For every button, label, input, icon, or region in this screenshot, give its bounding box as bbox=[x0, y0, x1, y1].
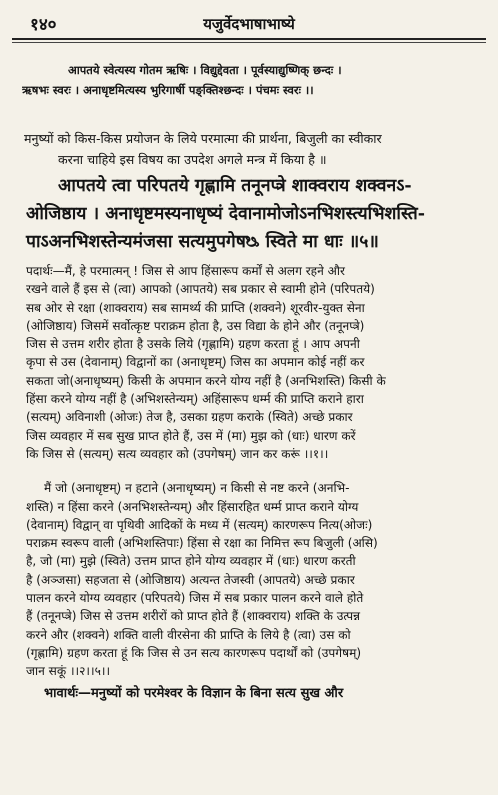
mantra-line: पाऽअनभिशस्तेन्यमंजसा सत्यमुपगेषᳬ स्विते मा धाः ॥५॥ bbox=[26, 232, 379, 252]
second-meaning-line: जान सकूं ।।२।।५।। bbox=[26, 664, 111, 679]
second-meaning-line: शस्ति) न हिंसा करने (अनभिशस्तेन्यम्) और हिंसारहित धर्म्म प्राप्त कराने योग्य bbox=[26, 499, 359, 514]
padartha-line: रखने वाले हैं इस से (त्वा) आपको (आपतये) सब प्रकार से स्वामी होने (परिपतये) bbox=[26, 282, 375, 297]
intro-line: मनुष्यों को किस-किस प्रयोजन के लिये परमात्मा की प्रार्थना, बिजुली का स्वीकार bbox=[24, 131, 382, 146]
mantra-metadata bbox=[22, 60, 484, 100]
padartha-line: जिस से उत्तम शरीर होता है उसके लिये (गृह्णामि) ग्रहण करता हूं । आप अपनी bbox=[26, 337, 360, 352]
bhavartha-line: भावार्थः—मनुष्यों को परमेश्वर के विज्ञान के बिना सत्य सुख और bbox=[44, 685, 344, 701]
padartha-line: सकता जो(अनाधृष्यम्) किसी के अपमान करने योग्य नहीं है (अनभिशस्ति) किसी के bbox=[26, 373, 386, 388]
second-meaning-section bbox=[26, 479, 486, 680]
second-meaning-line: (देवानाम्) विद्वान् वा पृथिवी आदिकों के मध्य में (सत्यम्) कारणरूप नित्य(ओजः) bbox=[26, 517, 373, 532]
second-meaning-line: पराक्रम स्वरूप वाली (अभिशस्तिपाः) हिंसा से रक्षा का निमित्त रूप बिजुली (असि) bbox=[26, 536, 378, 551]
padartha-line: हिंसा करने योग्य नहीं है (अभिशस्तेन्यम्) अहिंसारूप धर्म्म की प्राप्ति कराने हारा bbox=[26, 392, 364, 407]
intro-line: करना चाहिये इस विषय का उपदेश अगले मन्त्र में किया है ॥ bbox=[58, 152, 327, 167]
page-number: १४० bbox=[30, 15, 57, 35]
second-meaning-line: है, जो (मा) मुझे (स्विते) उत्तम प्राप्त होने योग्य व्यवहार में (धाः) धारण करती bbox=[26, 554, 356, 569]
padartha-line: कृपा से उस (देवानाम्) विद्वानों का (अनाधृष्टम्) जिस का अपमान कोई नहीं कर bbox=[26, 355, 365, 370]
mantra-line: आपतये त्वा परिपतये गृह्णामि तनूनप्त्रे शाक्वराय शक्वनऽ- bbox=[58, 176, 412, 196]
header-rule-thin bbox=[12, 42, 486, 43]
second-meaning-line: हैं (तनूनप्त्रे) जिस से उत्तम शरीरों को प्राप्त होते हैं (शाक्वराय) शक्ति के उत्पन्न bbox=[26, 609, 361, 624]
padartha-line: जिस व्यवहार में सब सुख प्राप्त होते हैं, उस में (मा) मुझ को (धाः) धारण करें bbox=[26, 428, 356, 443]
mantra-line: ओजिष्ठाय । अनाधृष्टमस्यनाधृष्यं देवानामोजोऽनभिशस्त्यभिशस्ति- bbox=[26, 204, 425, 224]
intro-paragraph bbox=[24, 128, 484, 170]
header-rule bbox=[12, 38, 486, 40]
second-meaning-line: है (अञ्जसा) सहजता से (ओजिष्ठाय) अत्यन्त तेजस्वी (आपतये) अच्छे प्रकार bbox=[26, 572, 355, 587]
metadata-line: ऋषभः स्वरः । अनाधृष्टमित्यस्य भुरिगार्षी पङ्क्तिश्छन्दः । पंचमः स्वरः ।। bbox=[22, 83, 314, 97]
padartha-line: कि जिस से (सत्यम्) सत्य व्यवहार को (उपगेषम्) जान कर करूं ।।१।। bbox=[26, 446, 329, 461]
second-meaning-line: (गृह्णामि) ग्रहण करता हूं कि जिस से उन सत्य कारणरूप पदार्थों को (उपगेषम्) bbox=[26, 645, 362, 660]
padartha-line: सब ओर से रक्षा (शाक्वराय) सब सामर्थ्य की प्राप्ति (शक्वने) शूरवीर-युक्त सेना bbox=[26, 300, 365, 315]
second-meaning-line: करने और (शक्वने) शक्ति वाली वीरसेना की प्राप्ति के लिये है (त्वा) उस को bbox=[26, 627, 351, 642]
running-title: यजुर्वेदभाषाभाष्ये bbox=[203, 15, 295, 33]
paragraph-gap bbox=[26, 463, 486, 479]
second-meaning-line: पालन करने योग्य व्यवहार (परिपतये) जिस में सब प्रकार पालन करने वाले होते bbox=[26, 591, 364, 606]
padartha-line: (ओजिष्ठाय) जिसमें सर्वोत्कृष्ट पराक्रम होता है, उस विद्या के होने और (तनूनप्त्रे) bbox=[26, 318, 365, 333]
commentary-body bbox=[26, 262, 486, 703]
second-meaning-line: मैं जो (अनाधृष्टम्) न हटाने (अनाधृष्यम्) न किसी से नष्ट करने (अनभि- bbox=[44, 481, 350, 496]
metadata-line: आपतये स्वेत्यस्य गोतम ऋषिः । विद्युद्देवता । पूर्वस्याद्युष्णिक् छन्दः । bbox=[68, 63, 342, 77]
mantra-verse bbox=[8, 172, 488, 256]
padartha-line: पदार्थः—मैं, हे परमात्मन् ! जिस से आप हिंसारूप कर्मों से अलग रहने और bbox=[26, 264, 345, 278]
padartha-line: (सत्यम्) अविनाशी (ओजः) तेज है, उसका ग्रहण कराके (स्विते) अच्छे प्रकार bbox=[26, 410, 353, 425]
padartha-section bbox=[26, 262, 486, 463]
